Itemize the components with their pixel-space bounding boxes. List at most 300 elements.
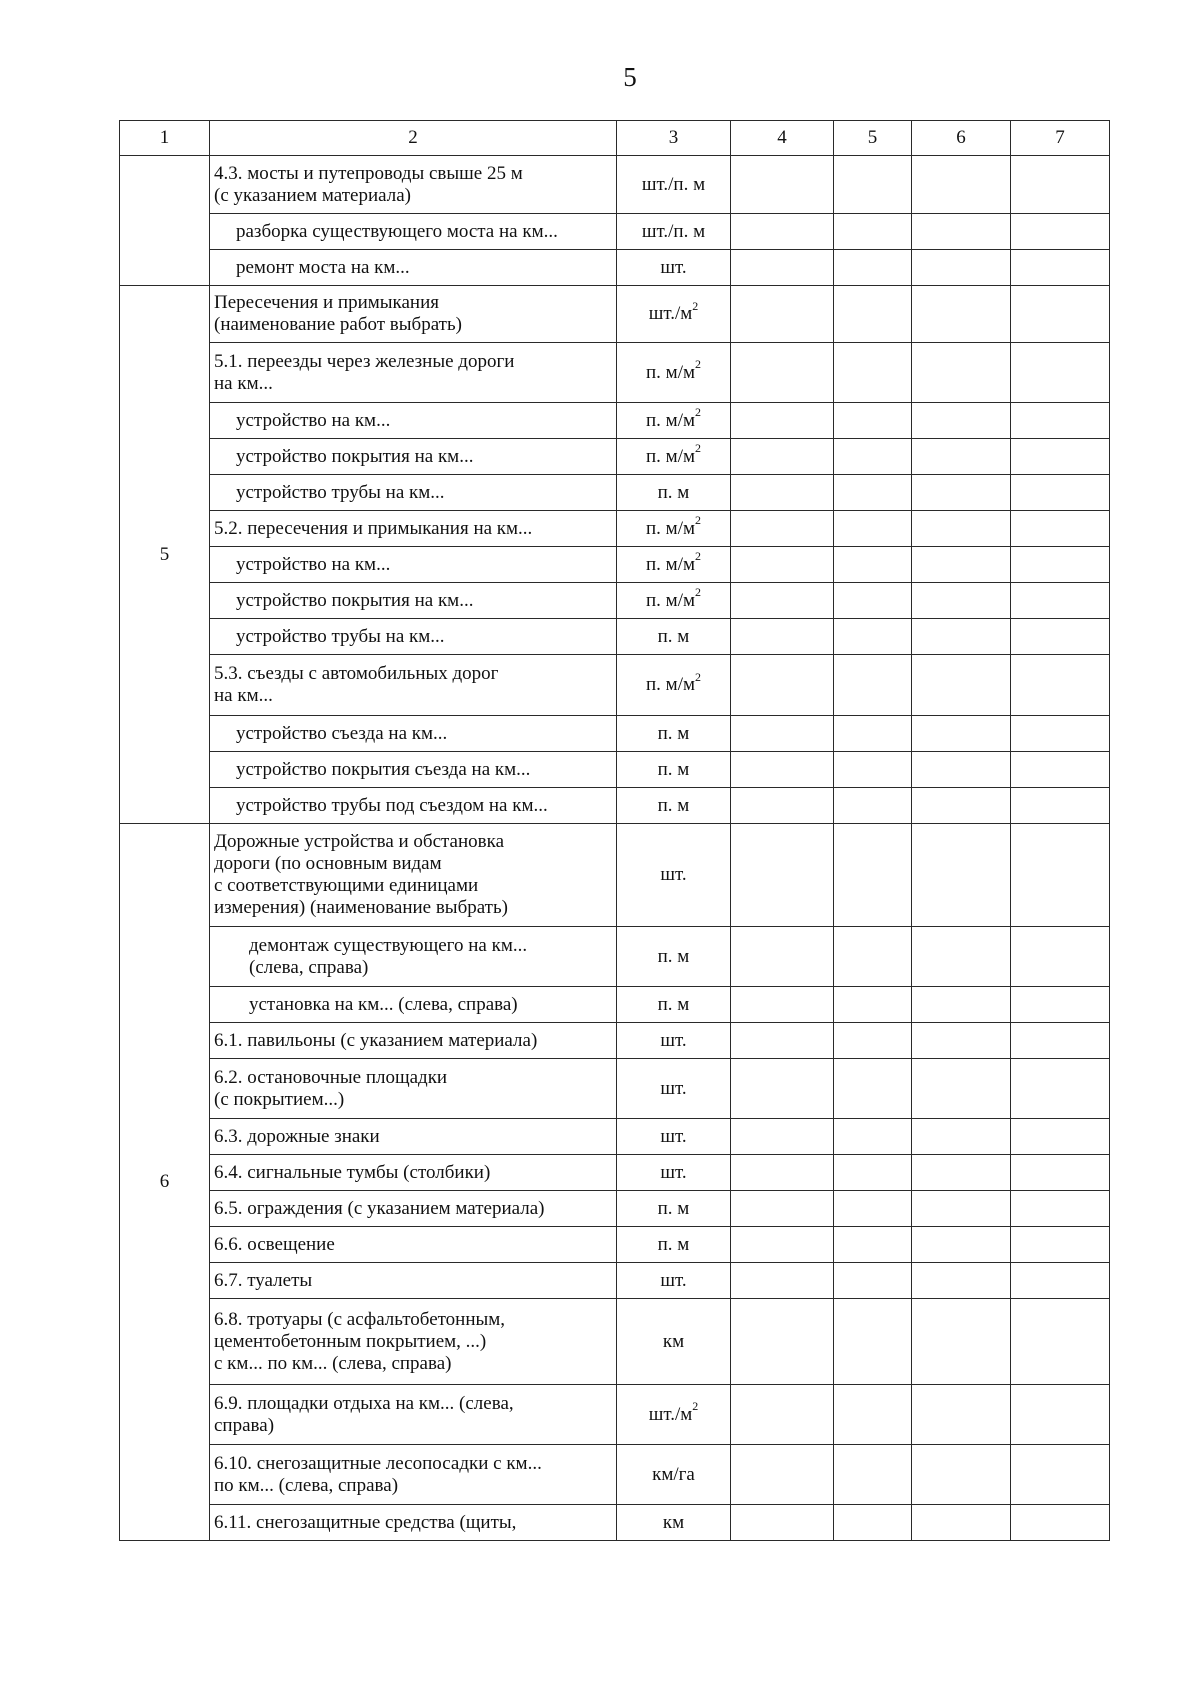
table-row	[120, 619, 1110, 655]
empty-cell-col-5	[834, 475, 912, 511]
table-row	[120, 403, 1110, 439]
empty-cell-col-7	[1011, 1445, 1110, 1505]
work-name-line: устройство на км...	[236, 409, 391, 431]
work-name-cell	[210, 1155, 617, 1191]
work-name-line: справа)	[214, 1414, 275, 1436]
empty-cell-col-5	[834, 619, 912, 655]
empty-cell-col-6	[912, 343, 1011, 403]
empty-cell-col-6	[912, 655, 1011, 716]
empty-cell-col-5	[834, 1445, 912, 1505]
empty-cell-col-7	[1011, 752, 1110, 788]
empty-cell-col-7	[1011, 583, 1110, 619]
empty-cell-col-6	[912, 1263, 1011, 1299]
unit-text: п. м/м	[646, 361, 695, 383]
unit-text: шт.	[660, 1161, 687, 1183]
unit-text: п. м	[657, 722, 690, 744]
empty-cell-col-5	[834, 1191, 912, 1227]
empty-cell-col-7	[1011, 286, 1110, 343]
empty-cell-col-5	[834, 752, 912, 788]
unit-cell	[617, 156, 731, 214]
work-name-cell	[210, 1191, 617, 1227]
header-col-3: 3	[617, 121, 731, 156]
unit-text: шт.	[660, 256, 687, 278]
work-name-cell	[210, 987, 617, 1023]
work-name-cell	[210, 824, 617, 927]
header-col-5: 5	[834, 121, 912, 156]
empty-cell-col-6	[912, 1505, 1011, 1541]
work-name-line: цементобетонным покрытием, ...)	[214, 1330, 487, 1352]
empty-cell-col-7	[1011, 788, 1110, 824]
empty-cell-col-6	[912, 716, 1011, 752]
unit-superscript: 2	[695, 513, 701, 528]
works-table	[119, 120, 1110, 1541]
table-row	[120, 655, 1110, 716]
work-name-line: устройство трубы на км...	[236, 625, 445, 647]
unit-cell	[617, 619, 731, 655]
table-row	[120, 1155, 1110, 1191]
table-row	[120, 286, 1110, 343]
unit-superscript: 2	[695, 549, 701, 564]
unit-superscript: 2	[695, 585, 701, 600]
unit-text: п. м	[657, 945, 690, 967]
unit-cell	[617, 1191, 731, 1227]
work-name-cell	[210, 156, 617, 214]
unit-text: п. м/м	[646, 445, 695, 467]
work-name-cell	[210, 583, 617, 619]
empty-cell-col-4	[731, 547, 834, 583]
empty-cell-col-5	[834, 655, 912, 716]
table-row	[120, 716, 1110, 752]
unit-cell	[617, 1299, 731, 1385]
section-number-cell: 5	[120, 286, 210, 824]
work-name-line: с км... по км... (слева, справа)	[214, 1352, 452, 1374]
work-name-line: по км... (слева, справа)	[214, 1474, 399, 1496]
empty-cell-col-5	[834, 987, 912, 1023]
empty-cell-col-7	[1011, 547, 1110, 583]
table-row	[120, 250, 1110, 286]
empty-cell-col-4	[731, 439, 834, 475]
unit-text: п. м	[657, 1233, 690, 1255]
empty-cell-col-4	[731, 752, 834, 788]
work-name-cell	[210, 1299, 617, 1385]
work-name-cell	[210, 547, 617, 583]
empty-cell-col-5	[834, 1299, 912, 1385]
work-name-line: 6.11. снегозащитные средства (щиты,	[214, 1511, 517, 1533]
work-name-line: устройство покрытия на км...	[236, 445, 474, 467]
empty-cell-col-6	[912, 1023, 1011, 1059]
section-number-cell	[120, 156, 210, 286]
unit-text: шт.	[660, 1125, 687, 1147]
empty-cell-col-5	[834, 439, 912, 475]
work-name-line: ремонт моста на км...	[236, 256, 410, 278]
unit-cell	[617, 1445, 731, 1505]
empty-cell-col-4	[731, 286, 834, 343]
unit-superscript: 2	[692, 298, 699, 313]
empty-cell-col-6	[912, 475, 1011, 511]
empty-cell-col-4	[731, 1385, 834, 1445]
unit-text: п. м	[657, 625, 690, 647]
table-row	[120, 987, 1110, 1023]
work-name-line: установка на км... (слева, справа)	[249, 993, 518, 1015]
empty-cell-col-7	[1011, 1155, 1110, 1191]
unit-superscript: 2	[695, 441, 701, 456]
empty-cell-col-6	[912, 1155, 1011, 1191]
work-name-cell	[210, 343, 617, 403]
unit-text: п. м	[657, 758, 690, 780]
work-name-cell	[210, 286, 617, 343]
empty-cell-col-5	[834, 1505, 912, 1541]
empty-cell-col-6	[912, 752, 1011, 788]
empty-cell-col-4	[731, 1155, 834, 1191]
empty-cell-col-5	[834, 583, 912, 619]
empty-cell-col-4	[731, 511, 834, 547]
empty-cell-col-6	[912, 1227, 1011, 1263]
empty-cell-col-4	[731, 927, 834, 987]
work-name-cell	[210, 1263, 617, 1299]
table-row	[120, 1385, 1110, 1445]
empty-cell-col-5	[834, 716, 912, 752]
work-name-line: 6.6. освещение	[214, 1233, 335, 1255]
table-row	[120, 1445, 1110, 1505]
table-row	[120, 1059, 1110, 1119]
work-name-line: устройство съезда на км...	[236, 722, 448, 744]
empty-cell-col-5	[834, 1059, 912, 1119]
empty-cell-col-5	[834, 403, 912, 439]
work-name-cell	[210, 1505, 617, 1541]
work-name-line: 6.9. площадки отдыха на км... (слева,	[214, 1392, 514, 1414]
empty-cell-col-7	[1011, 475, 1110, 511]
unit-text: п. м/м	[646, 553, 695, 575]
empty-cell-col-5	[834, 927, 912, 987]
unit-cell	[617, 927, 731, 987]
header-row	[120, 121, 1110, 156]
table-row	[120, 752, 1110, 788]
unit-text: км	[662, 1330, 685, 1352]
unit-cell	[617, 439, 731, 475]
work-name-cell	[210, 1023, 617, 1059]
empty-cell-col-7	[1011, 156, 1110, 214]
unit-text: шт.	[660, 1077, 687, 1099]
empty-cell-col-6	[912, 1119, 1011, 1155]
empty-cell-col-5	[834, 214, 912, 250]
empty-cell-col-4	[731, 1023, 834, 1059]
empty-cell-col-7	[1011, 619, 1110, 655]
unit-cell	[617, 1505, 731, 1541]
work-name-line: устройство на км...	[236, 553, 391, 575]
empty-cell-col-7	[1011, 1023, 1110, 1059]
empty-cell-col-6	[912, 788, 1011, 824]
unit-cell	[617, 511, 731, 547]
unit-cell	[617, 403, 731, 439]
work-name-line: на км...	[214, 372, 273, 394]
work-name-line: 4.3. мосты и путепроводы свыше 25 м	[214, 162, 523, 184]
unit-text: шт./м	[648, 303, 693, 324]
unit-text: п. м/м	[646, 517, 695, 539]
table-body	[120, 156, 1110, 1541]
empty-cell-col-6	[912, 1299, 1011, 1385]
empty-cell-col-4	[731, 1059, 834, 1119]
empty-cell-col-7	[1011, 655, 1110, 716]
empty-cell-col-6	[912, 511, 1011, 547]
table-row	[120, 1263, 1110, 1299]
work-name-line: (слева, справа)	[249, 956, 369, 978]
page-number: 5	[623, 62, 637, 92]
table-row	[120, 547, 1110, 583]
work-name-cell	[210, 1445, 617, 1505]
unit-cell	[617, 788, 731, 824]
work-name-line: устройство покрытия съезда на км...	[236, 758, 531, 780]
empty-cell-col-5	[834, 1023, 912, 1059]
empty-cell-col-7	[1011, 1299, 1110, 1385]
header-col-4: 4	[731, 121, 834, 156]
unit-cell	[617, 1059, 731, 1119]
empty-cell-col-6	[912, 286, 1011, 343]
work-name-line: устройство покрытия на км...	[236, 589, 474, 611]
unit-text: п. м/м	[646, 589, 695, 611]
empty-cell-col-5	[834, 1385, 912, 1445]
unit-cell	[617, 1263, 731, 1299]
empty-cell-col-4	[731, 156, 834, 214]
table-row	[120, 214, 1110, 250]
unit-superscript: 2	[695, 357, 701, 372]
unit-cell	[617, 547, 731, 583]
empty-cell-col-5	[834, 824, 912, 927]
work-name-line: 6.1. павильоны (с указанием материала)	[214, 1029, 538, 1051]
unit-text: шт./п. м	[641, 220, 706, 242]
work-name-line: 6.8. тротуары (с асфальтобетонным,	[214, 1308, 506, 1330]
empty-cell-col-5	[834, 343, 912, 403]
unit-text: шт./п. м	[641, 173, 706, 195]
work-name-line: дороги (по основным видам	[214, 853, 442, 874]
unit-cell	[617, 343, 731, 403]
table-row	[120, 1227, 1110, 1263]
work-name-line: (с покрытием...)	[214, 1088, 345, 1110]
work-name-cell	[210, 788, 617, 824]
empty-cell-col-6	[912, 403, 1011, 439]
unit-cell	[617, 987, 731, 1023]
unit-text: п. м	[657, 1197, 690, 1219]
empty-cell-col-7	[1011, 987, 1110, 1023]
table-row	[120, 1023, 1110, 1059]
work-name-line: 6.3. дорожные знаки	[214, 1125, 380, 1147]
empty-cell-col-5	[834, 1263, 912, 1299]
empty-cell-col-6	[912, 987, 1011, 1023]
unit-superscript: 2	[692, 1399, 699, 1414]
empty-cell-col-7	[1011, 824, 1110, 927]
header-col-7: 7	[1011, 121, 1110, 156]
table-row	[120, 1299, 1110, 1385]
empty-cell-col-4	[731, 1227, 834, 1263]
unit-superscript: 2	[695, 669, 701, 684]
empty-cell-col-7	[1011, 1263, 1110, 1299]
work-name-line: 5.3. съезды с автомобильных дорог	[214, 663, 499, 684]
empty-cell-col-7	[1011, 1505, 1110, 1541]
empty-cell-col-4	[731, 788, 834, 824]
work-name-line: измерения) (наименование выбрать)	[214, 897, 508, 918]
empty-cell-col-7	[1011, 1191, 1110, 1227]
work-name-line: с соответствующими единицами	[214, 875, 479, 896]
empty-cell-col-7	[1011, 439, 1110, 475]
empty-cell-col-6	[912, 927, 1011, 987]
unit-text: п. м	[657, 481, 690, 503]
work-name-line: Дорожные устройства и обстановка	[214, 831, 505, 852]
unit-cell	[617, 583, 731, 619]
unit-cell	[617, 214, 731, 250]
empty-cell-col-7	[1011, 1119, 1110, 1155]
empty-cell-col-5	[834, 286, 912, 343]
unit-cell	[617, 716, 731, 752]
work-name-cell	[210, 1059, 617, 1119]
empty-cell-col-4	[731, 475, 834, 511]
unit-text: шт./м	[648, 1403, 693, 1425]
work-name-cell	[210, 403, 617, 439]
empty-cell-col-7	[1011, 1385, 1110, 1445]
empty-cell-col-4	[731, 1505, 834, 1541]
work-name-cell	[210, 619, 617, 655]
empty-cell-col-5	[834, 511, 912, 547]
work-name-line: 6.4. сигнальные тумбы (столбики)	[214, 1161, 491, 1183]
unit-text: п. м	[657, 794, 690, 816]
empty-cell-col-5	[834, 1227, 912, 1263]
table-row	[120, 1119, 1110, 1155]
empty-cell-col-4	[731, 1263, 834, 1299]
table-row	[120, 439, 1110, 475]
empty-cell-col-5	[834, 788, 912, 824]
unit-cell	[617, 1023, 731, 1059]
table-row	[120, 156, 1110, 214]
empty-cell-col-4	[731, 655, 834, 716]
header-col-1: 1	[120, 121, 210, 156]
empty-cell-col-7	[1011, 1059, 1110, 1119]
empty-cell-col-7	[1011, 927, 1110, 987]
work-name-cell	[210, 475, 617, 511]
work-name-line: 5.1. переезды через железные дороги	[214, 350, 515, 372]
empty-cell-col-4	[731, 987, 834, 1023]
empty-cell-col-4	[731, 583, 834, 619]
work-name-cell	[210, 1385, 617, 1445]
work-name-line: устройство трубы под съездом на км...	[236, 794, 548, 816]
empty-cell-col-4	[731, 250, 834, 286]
unit-text: км	[662, 1511, 685, 1533]
unit-cell	[617, 1385, 731, 1445]
unit-text: п. м	[657, 993, 690, 1015]
work-name-line: демонтаж существующего на км...	[249, 934, 528, 956]
empty-cell-col-4	[731, 619, 834, 655]
empty-cell-col-6	[912, 824, 1011, 927]
work-name-cell	[210, 214, 617, 250]
unit-cell	[617, 824, 731, 927]
work-name-line: устройство трубы на км...	[236, 481, 445, 503]
empty-cell-col-7	[1011, 403, 1110, 439]
empty-cell-col-6	[912, 1059, 1011, 1119]
unit-cell	[617, 1155, 731, 1191]
work-name-cell	[210, 1119, 617, 1155]
work-name-line: на км...	[214, 685, 273, 706]
empty-cell-col-4	[731, 1445, 834, 1505]
empty-cell-col-7	[1011, 343, 1110, 403]
unit-text: п. м/м	[646, 409, 695, 431]
header-col-6: 6	[912, 121, 1011, 156]
unit-cell	[617, 752, 731, 788]
empty-cell-col-4	[731, 1119, 834, 1155]
table-row	[120, 583, 1110, 619]
table-row	[120, 1505, 1110, 1541]
work-name-cell	[210, 716, 617, 752]
unit-text: шт.	[660, 1029, 687, 1051]
work-name-cell	[210, 250, 617, 286]
empty-cell-col-4	[731, 403, 834, 439]
work-name-line: 5.2. пересечения и примыкания на км...	[214, 517, 533, 539]
empty-cell-col-7	[1011, 214, 1110, 250]
work-name-line: 6.10. снегозащитные лесопосадки с км...	[214, 1452, 542, 1474]
work-name-line: разборка существующего моста на км...	[236, 220, 558, 242]
unit-text: шт.	[660, 864, 687, 885]
unit-text: км/га	[652, 1463, 695, 1485]
unit-cell	[617, 475, 731, 511]
empty-cell-col-4	[731, 1299, 834, 1385]
empty-cell-col-7	[1011, 250, 1110, 286]
work-name-line: (наименование работ выбрать)	[214, 314, 462, 335]
table-row	[120, 927, 1110, 987]
unit-cell	[617, 1119, 731, 1155]
work-name-line: 6.5. ограждения (с указанием материала)	[214, 1197, 545, 1219]
empty-cell-col-5	[834, 250, 912, 286]
empty-cell-col-6	[912, 583, 1011, 619]
work-name-cell	[210, 655, 617, 716]
table-row	[120, 1191, 1110, 1227]
work-name-cell	[210, 439, 617, 475]
work-name-cell	[210, 1227, 617, 1263]
empty-cell-col-6	[912, 214, 1011, 250]
unit-cell	[617, 1227, 731, 1263]
section-number-cell: 6	[120, 824, 210, 1541]
unit-text: шт.	[660, 1269, 687, 1291]
work-name-line: Пересечения и примыкания	[214, 292, 439, 313]
table-row	[120, 343, 1110, 403]
empty-cell-col-4	[731, 716, 834, 752]
empty-cell-col-6	[912, 156, 1011, 214]
empty-cell-col-6	[912, 1445, 1011, 1505]
unit-superscript: 2	[695, 405, 701, 420]
empty-cell-col-6	[912, 1191, 1011, 1227]
header-col-2: 2	[210, 121, 617, 156]
table-row	[120, 824, 1110, 927]
work-name-line: 6.7. туалеты	[214, 1269, 313, 1291]
empty-cell-col-5	[834, 1155, 912, 1191]
unit-text: п. м/м	[646, 674, 695, 695]
empty-cell-col-4	[731, 214, 834, 250]
empty-cell-col-4	[731, 824, 834, 927]
table-row	[120, 788, 1110, 824]
empty-cell-col-6	[912, 619, 1011, 655]
empty-cell-col-4	[731, 1191, 834, 1227]
empty-cell-col-5	[834, 156, 912, 214]
unit-cell	[617, 655, 731, 716]
empty-cell-col-7	[1011, 716, 1110, 752]
empty-cell-col-6	[912, 1385, 1011, 1445]
work-name-line: (с указанием материала)	[214, 184, 411, 206]
empty-cell-col-5	[834, 1119, 912, 1155]
empty-cell-col-7	[1011, 1227, 1110, 1263]
work-name-cell	[210, 511, 617, 547]
empty-cell-col-6	[912, 547, 1011, 583]
empty-cell-col-4	[731, 343, 834, 403]
work-name-cell	[210, 927, 617, 987]
empty-cell-col-6	[912, 439, 1011, 475]
table-header	[120, 121, 1110, 156]
work-name-cell	[210, 752, 617, 788]
unit-cell	[617, 250, 731, 286]
